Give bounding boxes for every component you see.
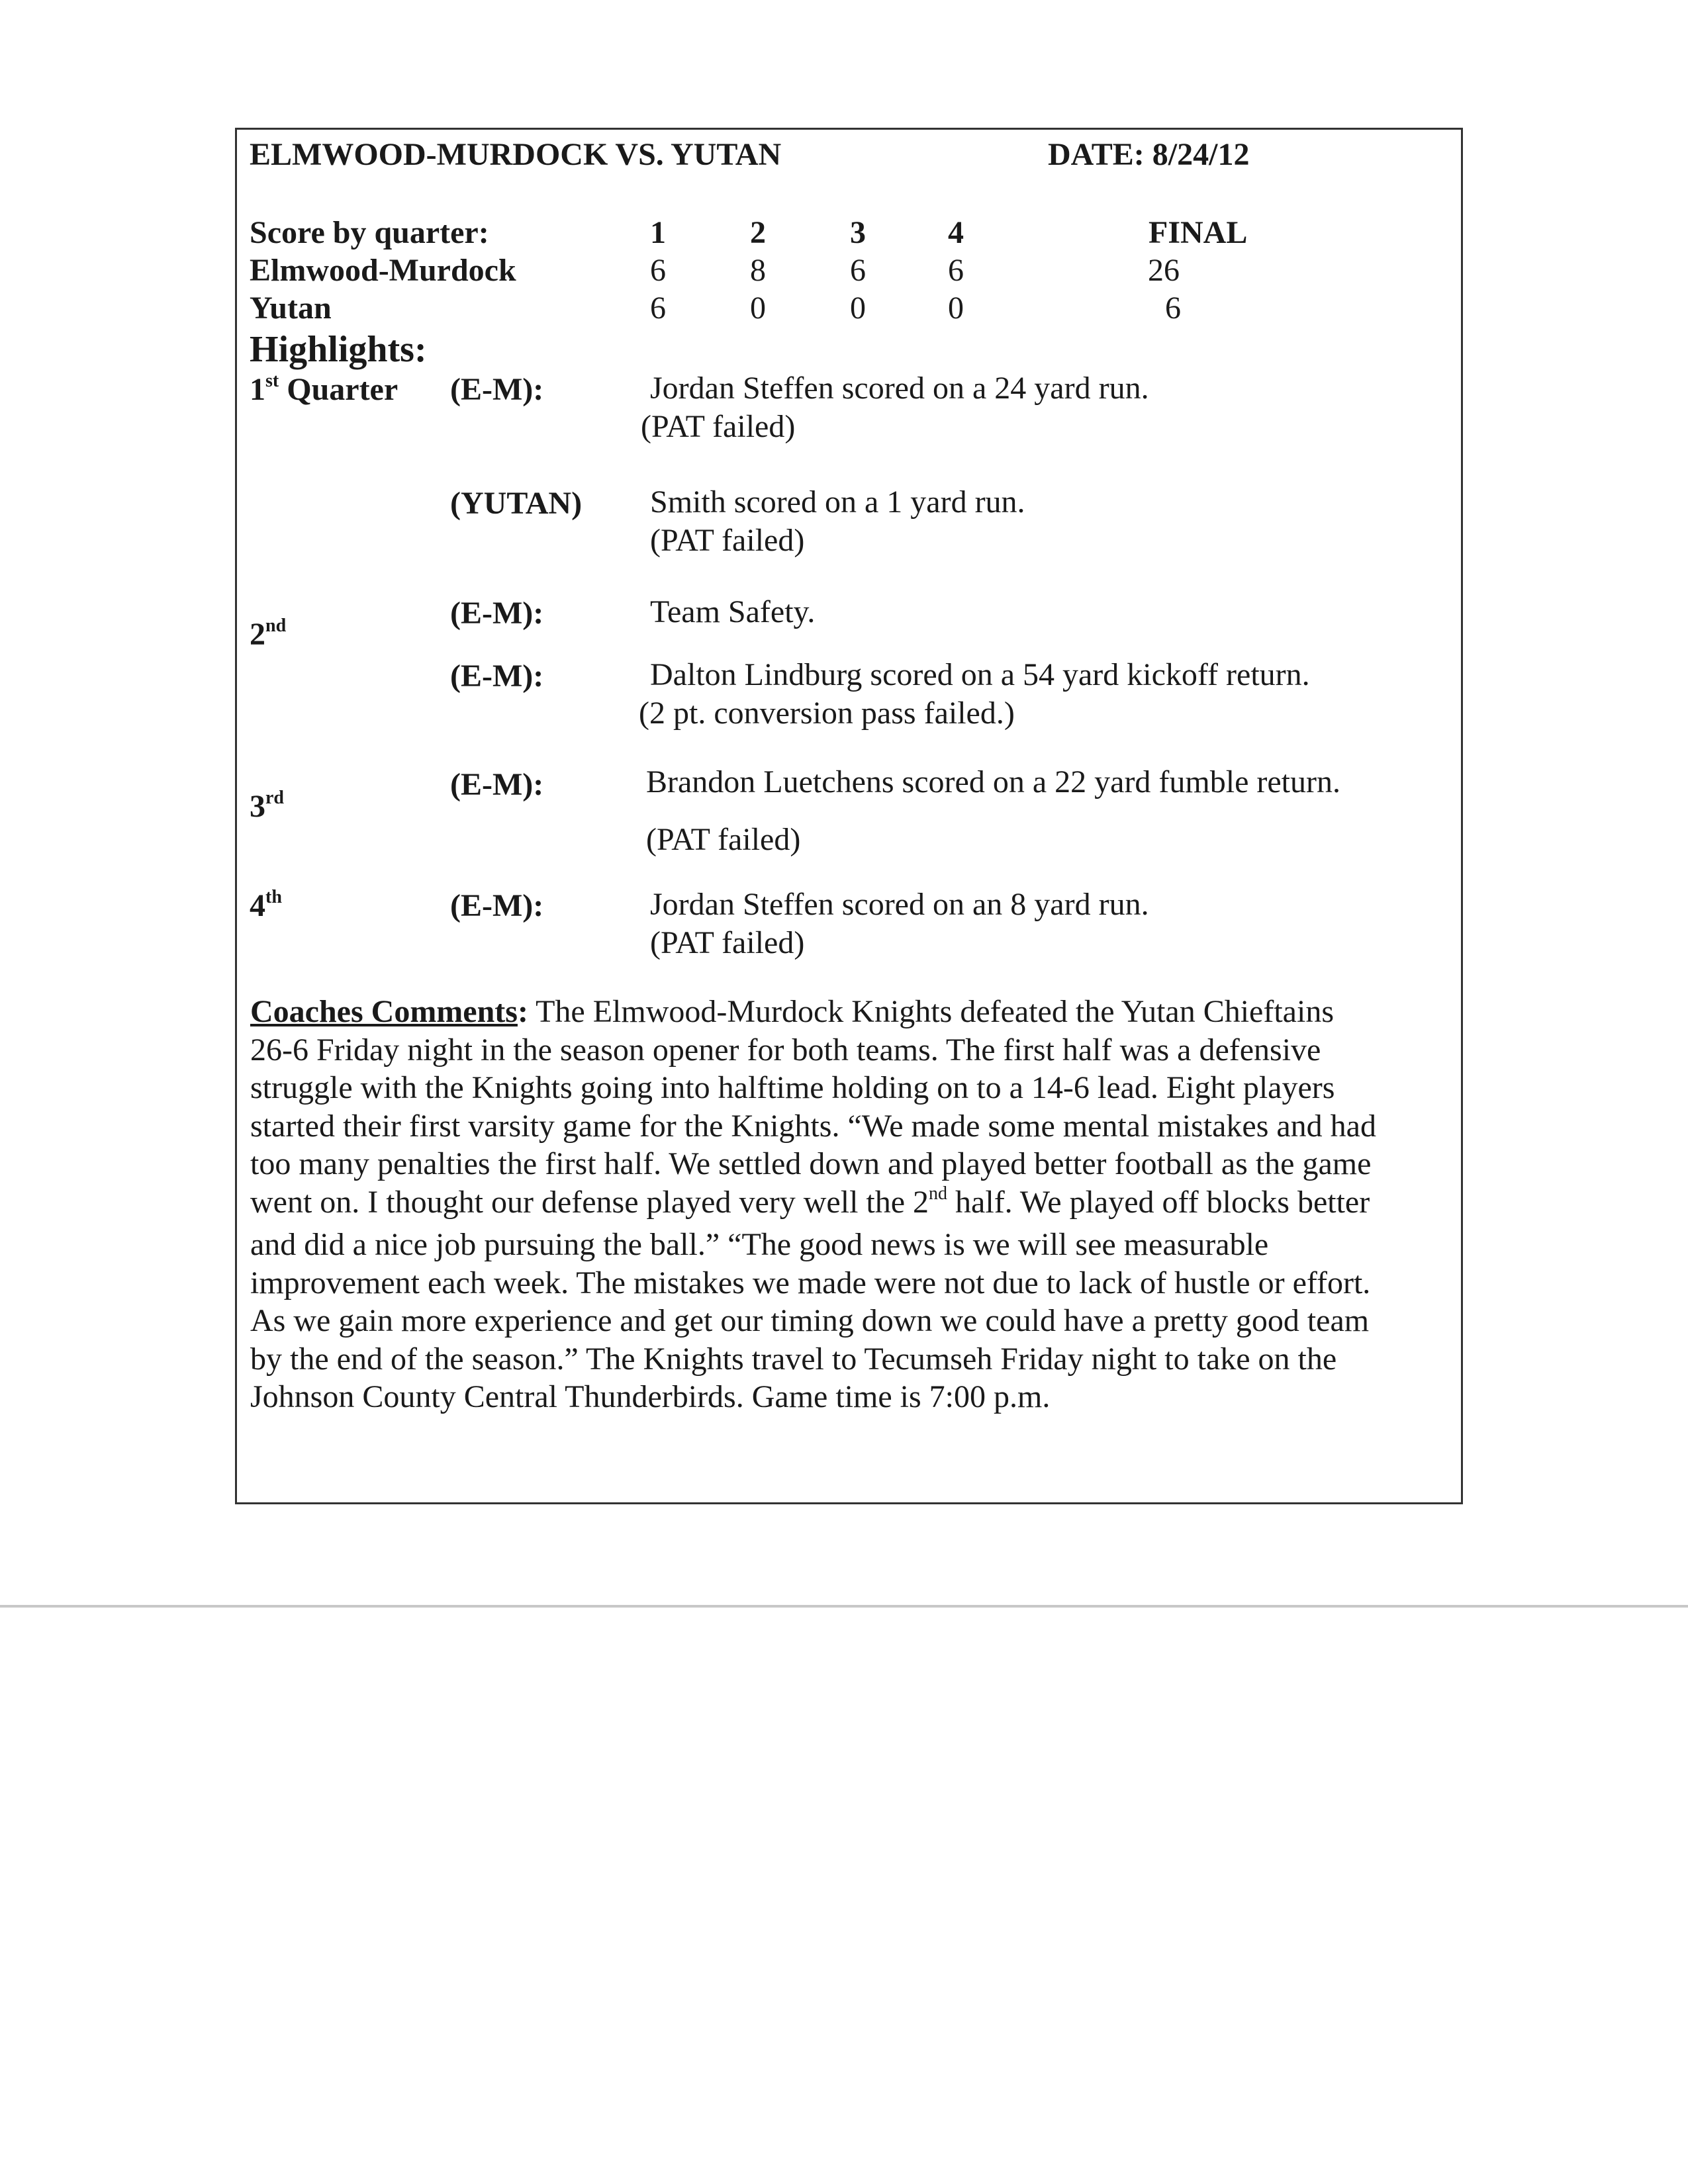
highlight-pat: (PAT failed) bbox=[650, 523, 805, 558]
quarter-header-2: 2 bbox=[750, 215, 766, 250]
game-title: ELMWOOD-MURDOCK VS. YUTAN bbox=[250, 137, 782, 172]
highlight-text: Team Safety. bbox=[650, 594, 816, 629]
quarter-header-1: 1 bbox=[650, 215, 666, 250]
final-score: 6 bbox=[1165, 291, 1181, 326]
final-score: 26 bbox=[1148, 253, 1180, 288]
highlight-pat: (PAT failed) bbox=[650, 925, 805, 960]
coaches-comments-label: Coaches Comments bbox=[250, 994, 518, 1029]
comment-line: started their first varsity game for the Knights. “We made some mental mistakes and had bbox=[250, 1108, 1376, 1144]
team-tag: (E-M): bbox=[450, 596, 544, 631]
comment-line: and did a nice job pursuing the ball.” “The good news is we will see measurable bbox=[250, 1227, 1269, 1262]
score-cell: 6 bbox=[948, 253, 964, 288]
comment-line: improvement each week. The mistakes we made were not due to lack of hustle or effort. bbox=[250, 1265, 1371, 1300]
comment-line: by the end of the season.” The Knights travel to Tecumseh Friday night to take on the bbox=[250, 1341, 1337, 1377]
team-tag: (YUTAN) bbox=[450, 486, 583, 521]
comment-line: Johnson County Central Thunderbirds. Game time is 7:00 p.m. bbox=[250, 1379, 1051, 1414]
score-label: Score by quarter: bbox=[250, 215, 489, 250]
highlight-pat: (PAT failed) bbox=[641, 409, 796, 444]
quarter-header-4: 4 bbox=[948, 215, 964, 250]
comment-line: As we gain more experience and get our timing down we could have a pretty good team bbox=[250, 1303, 1370, 1338]
score-cell: 6 bbox=[650, 253, 666, 288]
team-tag: (E-M): bbox=[450, 888, 544, 923]
comment-line: too many penalties the first half. We settled down and played better football as the game bbox=[250, 1146, 1372, 1181]
quarter-label-3rd: 3rd bbox=[250, 788, 284, 824]
highlight-text: Brandon Luetchens scored on a 22 yard fumble return. bbox=[646, 764, 1340, 799]
quarter-header-3: 3 bbox=[850, 215, 866, 250]
comment-line: 26-6 Friday night in the season opener for both teams. The first half was a defensive bbox=[250, 1032, 1321, 1068]
page-divider bbox=[0, 1605, 1688, 1608]
team-name-yutan: Yutan bbox=[250, 291, 332, 326]
team-tag: (E-M): bbox=[450, 659, 544, 694]
highlight-pat: (2 pt. conversion pass failed.) bbox=[639, 696, 1015, 731]
highlight-text: Dalton Lindburg scored on a 54 yard kickoff return. bbox=[650, 657, 1310, 692]
team-name-elmwood-murdock: Elmwood-Murdock bbox=[250, 253, 516, 288]
comment-line: struggle with the Knights going into halftime holding on to a 14-6 lead. Eight players bbox=[250, 1070, 1335, 1105]
score-cell: 6 bbox=[850, 253, 866, 288]
quarter-label-1st: 1st Quarter bbox=[250, 371, 399, 407]
highlights-heading: Highlights: bbox=[250, 329, 427, 370]
comment-line: Coaches Comments: The Elmwood-Murdock Knights defeated the Yutan Chieftains bbox=[250, 994, 1334, 1029]
score-cell: 8 bbox=[750, 253, 766, 288]
score-cell: 0 bbox=[850, 291, 866, 326]
quarter-label-4th: 4th bbox=[250, 887, 282, 923]
comment-line: went on. I thought our defense played very well the 2nd half. We played off blocks better bbox=[250, 1183, 1370, 1220]
highlight-text: Jordan Steffen scored on an 8 yard run. bbox=[650, 887, 1149, 922]
score-cell: 6 bbox=[650, 291, 666, 326]
score-cell: 0 bbox=[948, 291, 964, 326]
score-cell: 0 bbox=[750, 291, 766, 326]
highlight-text: Smith scored on a 1 yard run. bbox=[650, 484, 1025, 520]
team-tag: (E-M): bbox=[450, 372, 544, 407]
quarter-label-2nd: 2nd bbox=[250, 615, 287, 652]
highlight-pat: (PAT failed) bbox=[646, 822, 801, 857]
team-tag: (E-M): bbox=[450, 767, 544, 802]
highlight-text: Jordan Steffen scored on a 24 yard run. bbox=[650, 371, 1149, 406]
game-date: DATE: 8/24/12 bbox=[1048, 137, 1250, 172]
final-header: FINAL bbox=[1149, 215, 1248, 250]
coaches-comments bbox=[250, 993, 1462, 1416]
